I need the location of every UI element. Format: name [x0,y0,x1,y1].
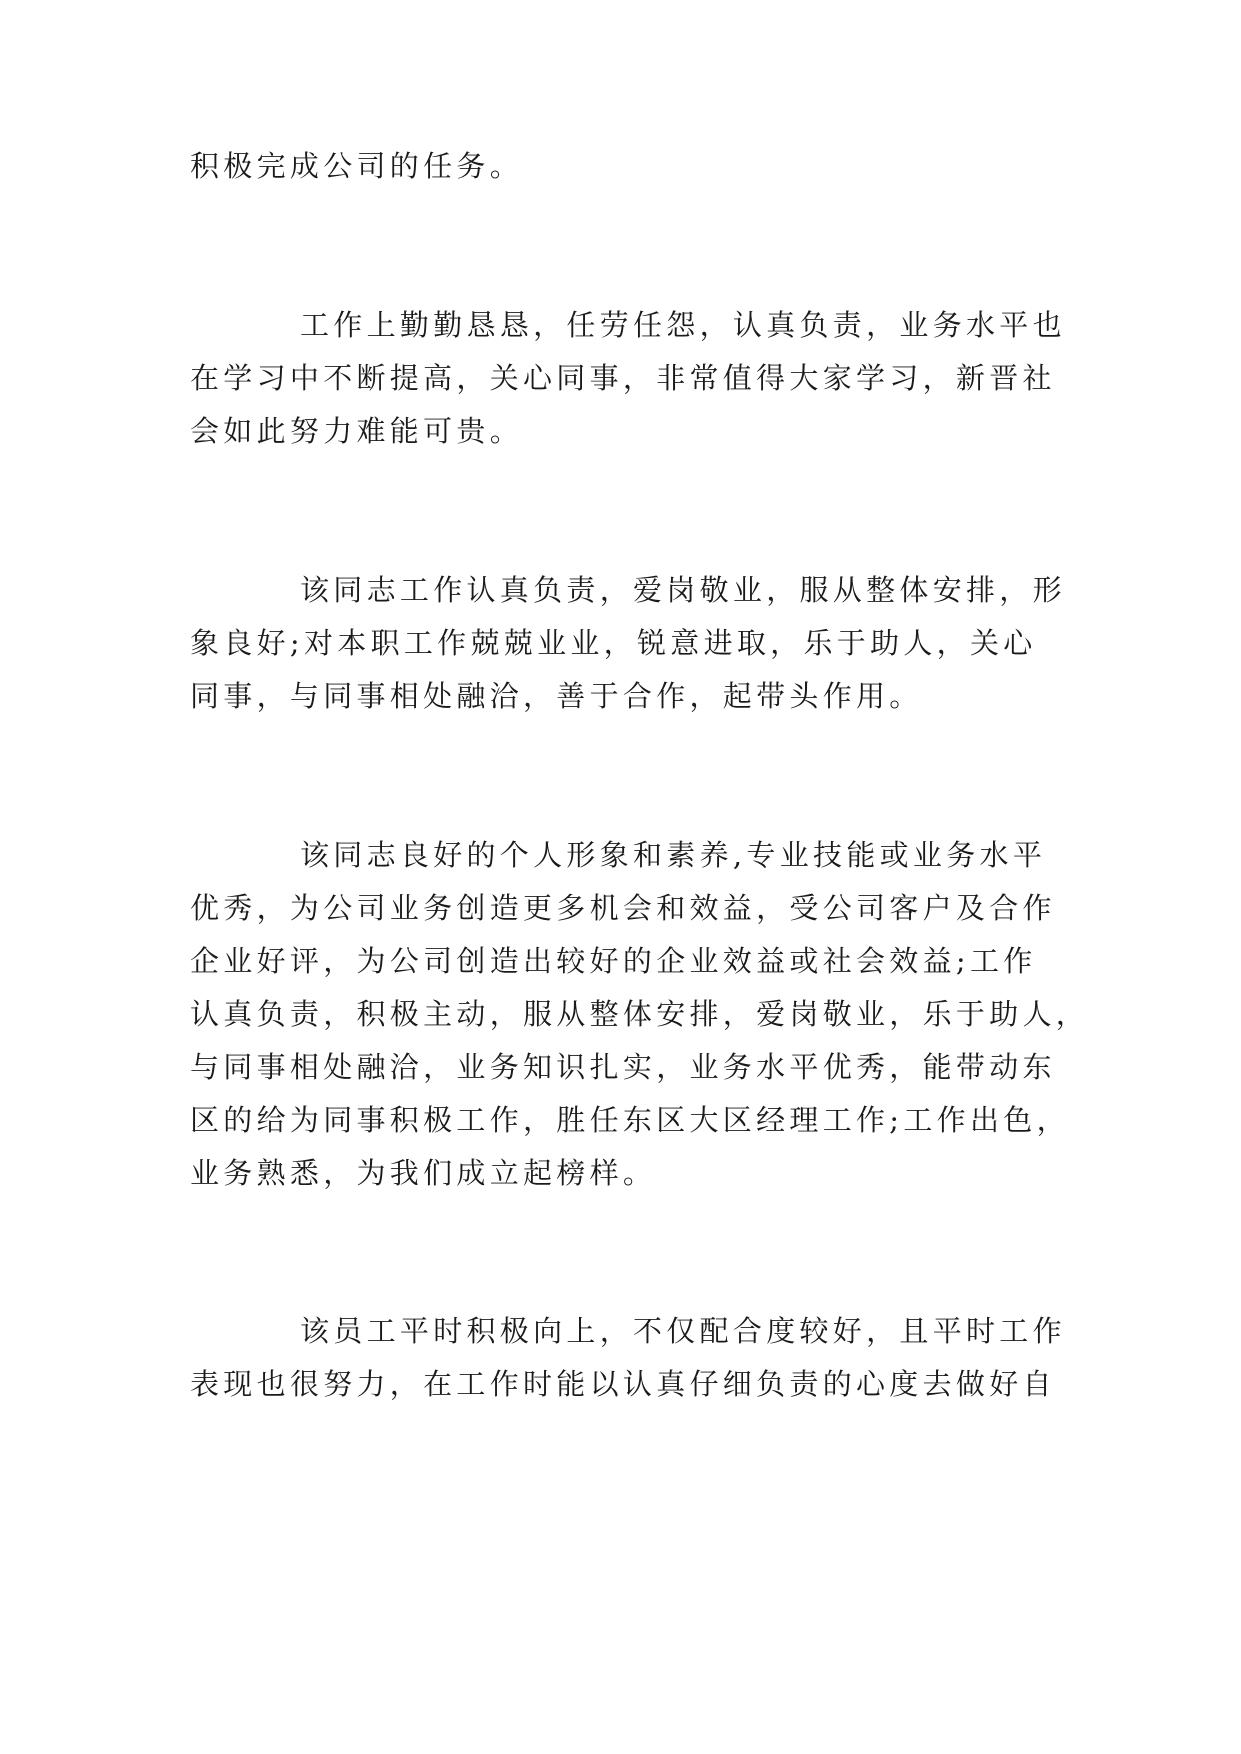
paragraph-4-line-3: 企业好评，为公司创造出较好的企业效益或社会效益;工作 [190,944,1037,978]
paragraph-3-line-3: 同事，与同事相处融洽，善于合作，起带头作用。 [190,679,923,713]
paragraph-4-line-6: 区的给为同事积极工作，胜任东区大区经理工作;工作出色， [190,1103,1070,1137]
paragraph-1-line-1: 积极完成公司的任务。 [190,149,524,183]
paragraph-5-line-1: 该员工平时积极向上，不仅配合度较好，且平时工作 [300,1314,1066,1348]
paragraph-4-line-5: 与同事相处融洽，业务知识扎实，业务水平优秀，能带动东 [190,1050,1056,1084]
paragraph-3-line-1: 该同志工作认真负责，爱岗敬业，服从整体安排，形 [300,573,1066,607]
paragraph-4-line-2: 优秀，为公司业务创造更多机会和效益，受公司客户及合作 [190,891,1056,925]
paragraph-3-line-2: 象良好;对本职工作兢兢业业，锐意进取，乐于助人，关心 [190,626,1037,660]
paragraph-4-line-1: 该同志良好的个人形象和素养,专业技能或业务水平 [300,838,1047,872]
paragraph-2-line-1: 工作上勤勤恳恳，任劳任怨，认真负责，业务水平也 [300,308,1066,342]
paragraph-2-line-3: 会如此努力难能可贵。 [190,414,524,448]
paragraph-2-line-2: 在学习中不断提高，关心同事，非常值得大家学习，新晋社 [190,361,1056,395]
paragraph-4-line-4: 认真负责，积极主动，服从整体安排，爱岗敬业，乐于助人， [190,997,1090,1031]
paragraph-4-line-7: 业务熟悉，为我们成立起榜样。 [190,1156,657,1190]
paragraph-5-line-2: 表现也很努力，在工作时能以认真仔细负责的心度去做好自 [190,1367,1056,1401]
